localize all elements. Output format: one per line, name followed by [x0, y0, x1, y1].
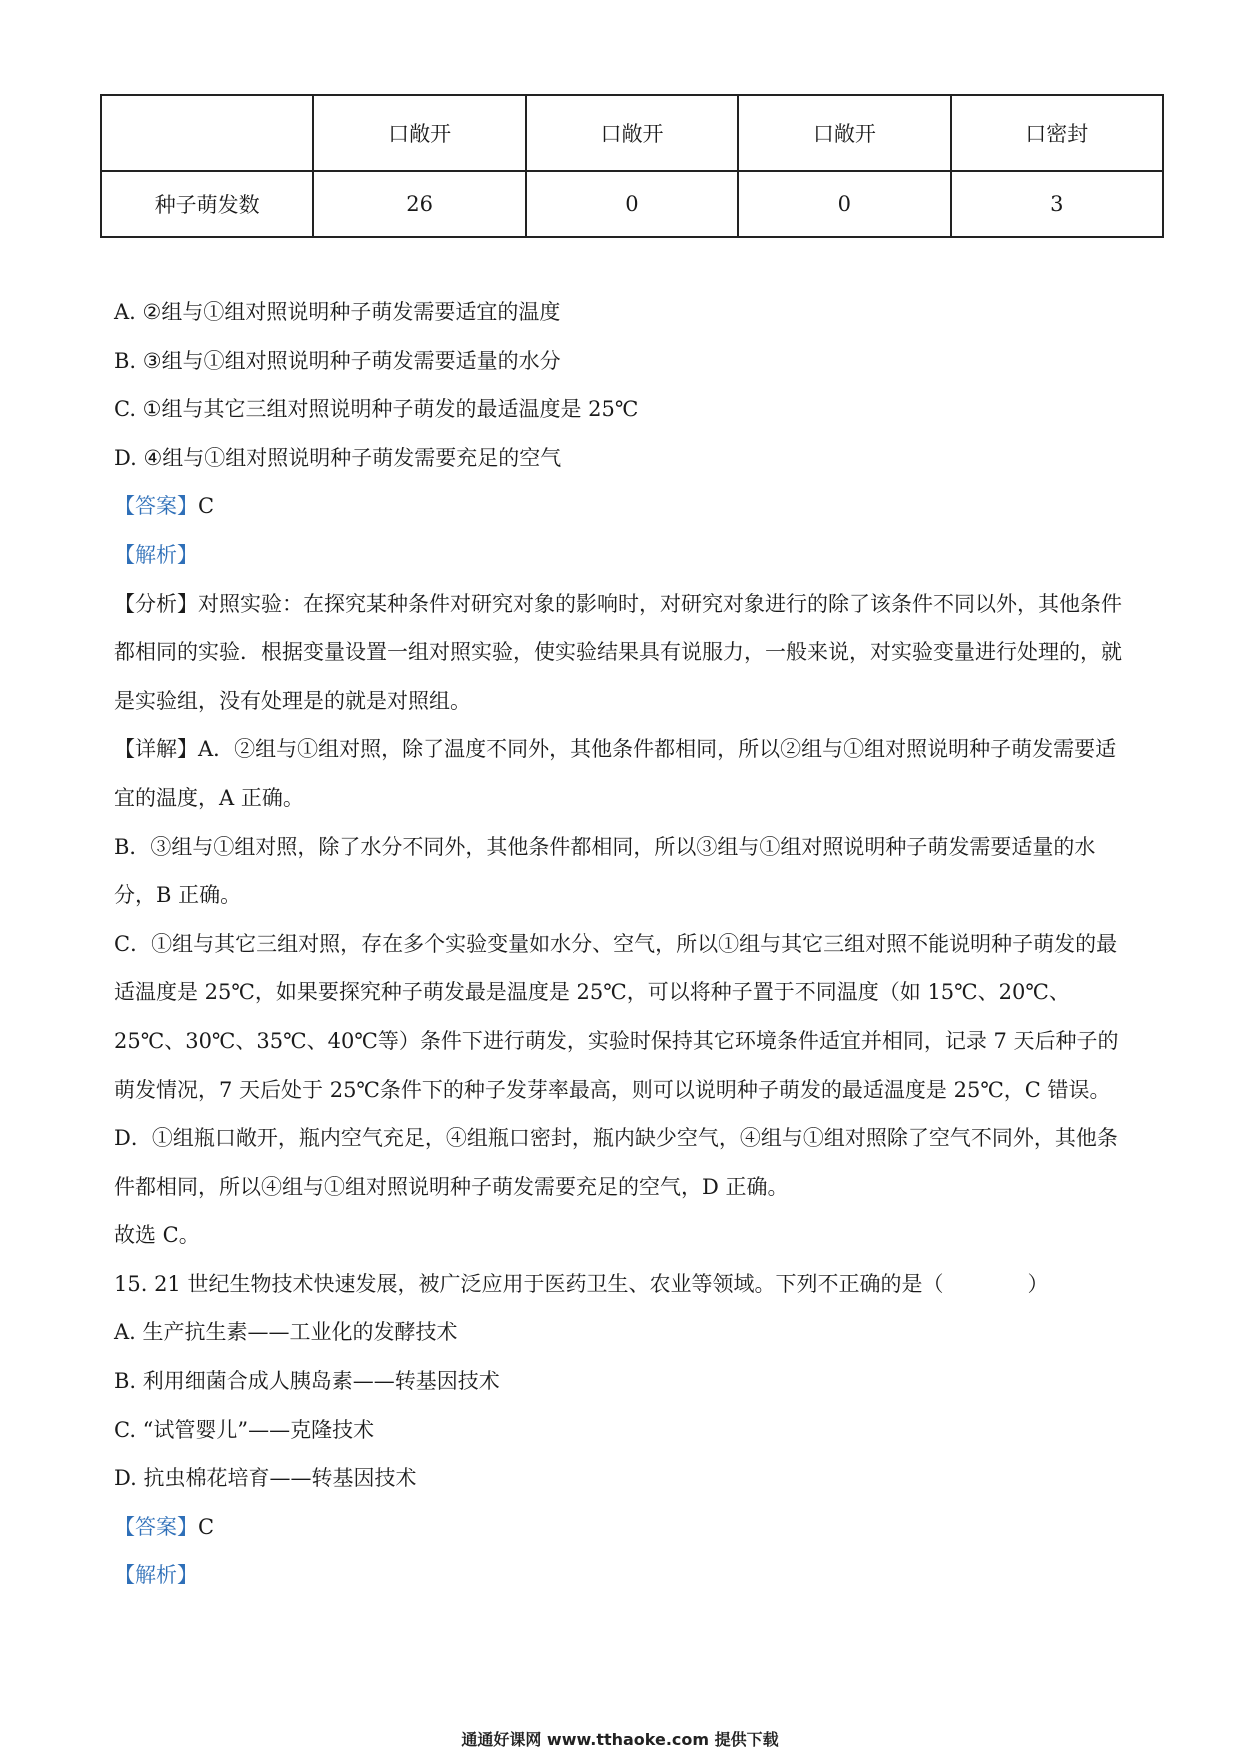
answer-value: C: [198, 1514, 215, 1539]
q15-option-a: A. 生产抗生素——工业化的发酵技术: [114, 1320, 458, 1345]
table-cell: 种子萌发数: [101, 171, 313, 237]
table-row: [101, 171, 1163, 237]
q15-answer: [114, 1503, 1134, 1552]
q14-analysis-label: [114, 531, 1134, 580]
q14-answer: [114, 482, 1134, 531]
table-row: [101, 95, 1163, 171]
q15-option-c: C. “试管婴儿”——克隆技术: [114, 1417, 375, 1442]
q14-option-b: B. ③组与①组对照说明种子萌发需要适量的水分: [114, 348, 561, 373]
table-cell: 0: [738, 171, 950, 237]
xiangjie-label: 【详解】: [114, 737, 198, 762]
table-cell: 3: [951, 171, 1163, 237]
q14-xiangjie-a: [114, 725, 1134, 822]
table-cell: 口敞开: [738, 95, 950, 171]
answer-value: C: [198, 494, 215, 519]
q14-option-d: D. ④组与①组对照说明种子萌发需要充足的空气: [114, 445, 562, 470]
table-cell: 0: [526, 171, 738, 237]
q14-xiangjie-d: D．①组瓶口敞开，瓶内空气充足，④组瓶口密封，瓶内缺少空气，④组与①组对照除了空气不同外，其他条件都相同，所以④组与①组对照说明种子萌发需要充足的空气，D 正确。: [114, 1126, 1118, 1199]
q14-xiangjie-b: B．③组与①组对照，除了水分不同外，其他条件都相同，所以③组与①组对照说明种子萌发需要适量的水分，B 正确。: [114, 834, 1096, 908]
analysis-label: 【解析】: [114, 1563, 198, 1588]
q15-option-b: B. 利用细菌合成人胰岛素——转基因技术: [114, 1369, 500, 1394]
answer-label: 【答案】: [114, 1514, 198, 1539]
seed-germination-table: [100, 94, 1164, 238]
q14-option-c: C. ①组与其它三组对照说明种子萌发的最适温度是 25℃: [114, 397, 639, 422]
page-footer: 通通好课网 www.tthaoke.com 提供下载: [461, 1730, 779, 1749]
table-cell: 口敞开: [526, 95, 738, 171]
q14-xiangjie-c: C．①组与其它三组对照，存在多个实验变量如水分、空气，所以①组与其它三组对照不能说明种子萌发的最适温度是 25℃，如果要探究种子萌发最是温度是 25℃，可以将种子置于不同温度（如 15℃、20℃、25℃、30℃、35℃、40℃等）条件下进行萌发，实验时保持其它环境条件适宜并相同，记录 7 天后种子的萌发情况，7 天后处于 25℃条件下的种子发芽率最高，则可以说明种子萌发的最适温度是 25℃，C 错误。: [114, 931, 1119, 1102]
q14-option-a: A. ②组与①组对照说明种子萌发需要适宜的温度: [114, 300, 561, 324]
answer-label: 【答案】: [114, 494, 198, 519]
fenxi-text: 对照实验：在探究某种条件对研究对象的影响时，对研究对象进行的除了该条件不同以外，其他条件都相同的实验．根据变量设置一组对照实验，使实验结果具有说服力，一般来说，对实验变量进行处理的，就是实验组，没有处理是的就是对照组。: [114, 591, 1122, 713]
table-cell: 口密封: [951, 95, 1163, 171]
table-cell: 26: [313, 171, 525, 237]
table-cell: 口敞开: [313, 95, 525, 171]
fenxi-label: 【分析】: [114, 591, 198, 616]
xiangjie-a-text: A．②组与①组对照，除了温度不同外，其他条件都相同，所以②组与①组对照说明种子萌发需要适宜的温度，A 正确。: [114, 737, 1117, 810]
document-body: [114, 288, 1134, 1600]
table-cell: [101, 95, 313, 171]
q15-option-d: D. 抗虫棉花培育——转基因技术: [114, 1466, 417, 1491]
q14-fenxi: [114, 580, 1134, 726]
q14-conclusion: 故选 C。: [114, 1223, 200, 1248]
q15-analysis-label: [114, 1551, 1134, 1600]
q15-stem: 15. 21 世纪生物技术快速发展，被广泛应用于医药卫生、农业等领域。下列不正确的是（ ）: [114, 1271, 1049, 1296]
analysis-label: 【解析】: [114, 542, 198, 567]
